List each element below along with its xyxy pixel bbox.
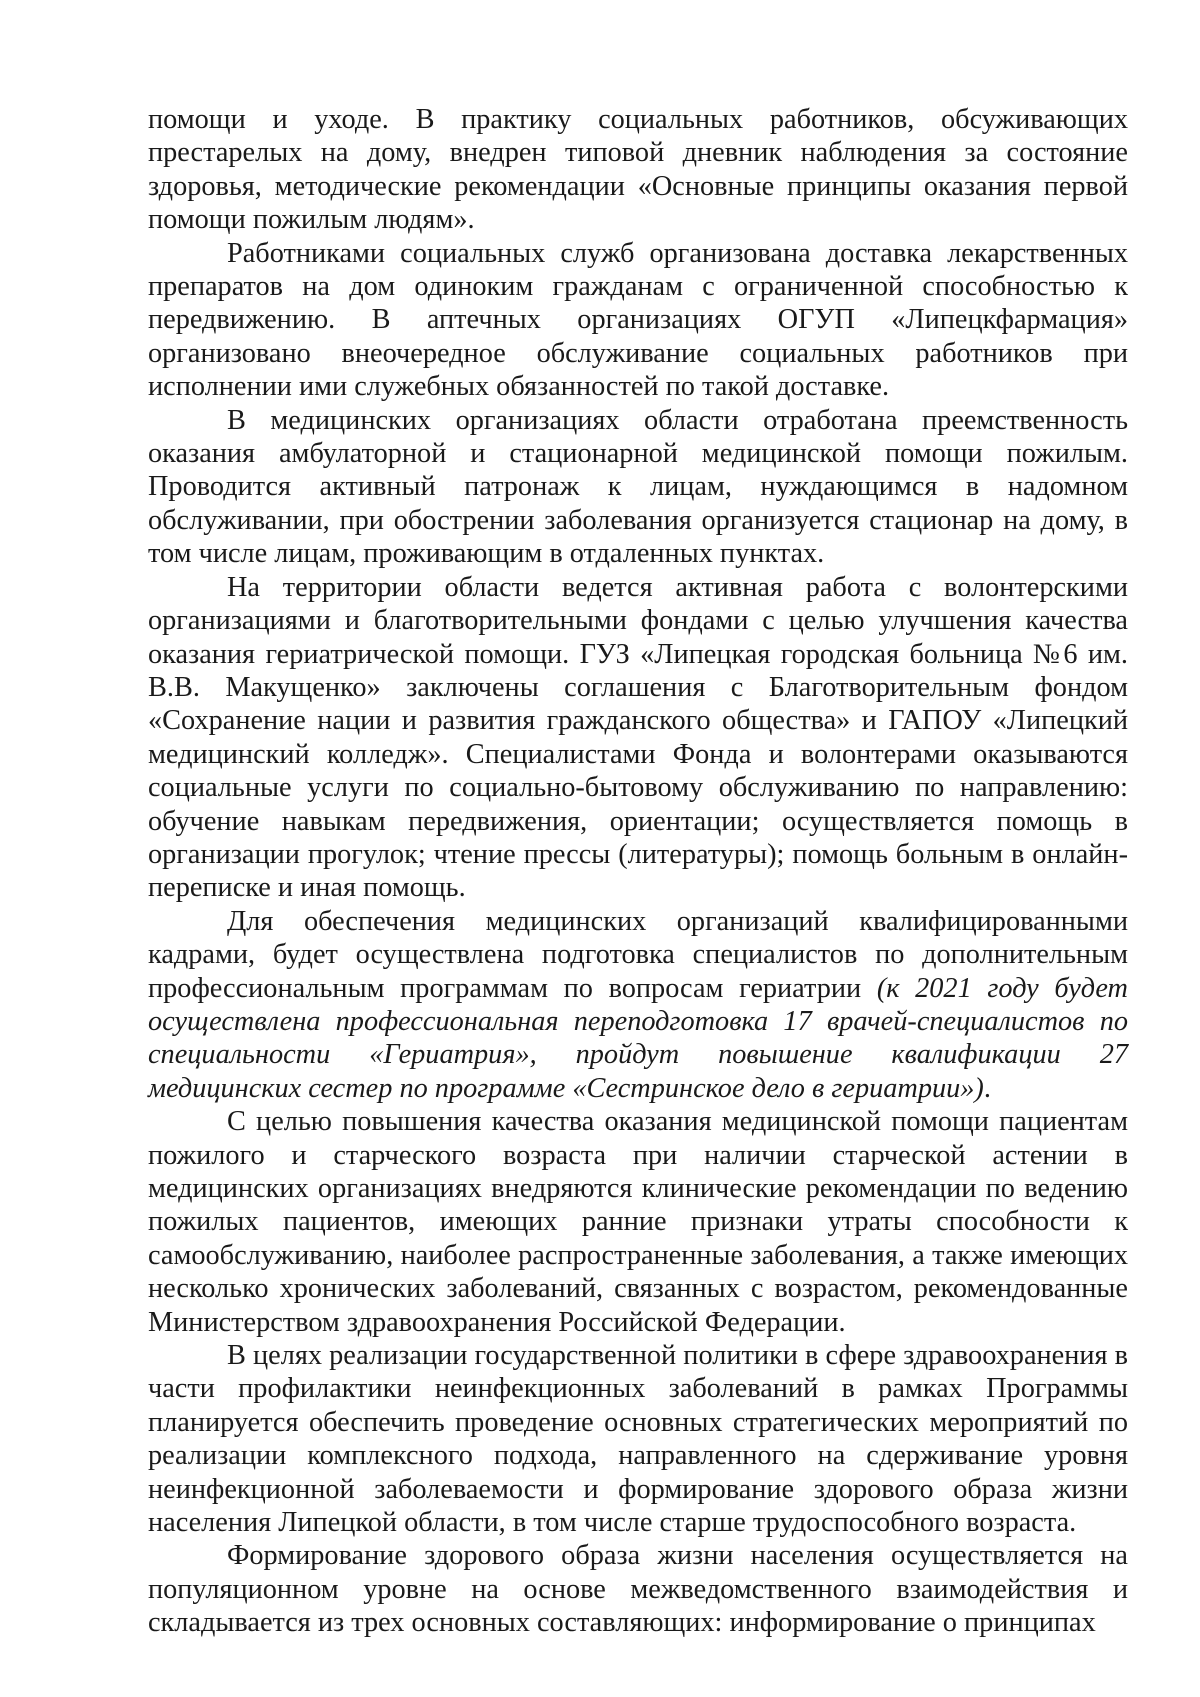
paragraph-continuation: помощи и уходе. В практику социальных работников, обсуживающих престарелых на дому, внедрен типовой дневник наблюдения за состояние здоровья, методические рекомендации «Основные принципы оказания первой помощи пожилым людям». bbox=[148, 104, 1128, 236]
paragraph-medicine-delivery: Работниками социальных служб организована доставка лекарственных препаратов на дом одиноким гражданам с ограниченной способностью к передвижению. В аптечных организациях ОГУП «Липецкфармация» организовано внеочередное обслуживание социальных работников при исполнении ими служебных обязанностей по такой доставке. bbox=[148, 237, 1128, 403]
staff-training-tail: . bbox=[983, 1072, 991, 1104]
document-page bbox=[148, 103, 1128, 1640]
paragraph-healthy-lifestyle: Формирование здорового образа жизни населения осуществляется на популяционном уровне на основе межведомственного взаимодействия и складывается из трех основных составляющих: информирование о принципах bbox=[148, 1540, 1128, 1639]
staff-training-text: Для обеспечения медицинских организаций квалифицированными кадрами, будет осуществлена подготовка специалистов по дополнительным профессиональным программам по вопросам гериатрии bbox=[148, 905, 1128, 1004]
paragraph-staff-training bbox=[148, 905, 1128, 1105]
staff-training-italic-note: (к 2021 году будет осуществлена профессиональная переподготовка 17 врачей-специалистов по специальности «Гериатрия», пройдут повышение квалификации 27 медицинских сестер по программе «Сестринское дело в гериатрии») bbox=[148, 972, 1128, 1104]
paragraph-prevention-policy: В целях реализации государственной политики в сфере здравоохранения в части профилактики неинфекционных заболеваний в рамках Программы планируется обеспечить проведение основных стратегических мероприятий по реализации комплексного подхода, направленного на сдерживание уровня неинфекционной заболеваемости и формирование здорового образа жизни населения Липецкой области, в том числе старше трудоспособного возраста. bbox=[148, 1340, 1128, 1539]
paragraph-clinical-guidelines: С целью повышения качества оказания медицинской помощи пациентам пожилого и старческого возраста при наличии старческой астении в медицинских организациях внедряются клинические рекомендации по ведению пожилых пациентов, имеющих ранние признаки утраты способности к самообслуживанию, наиболее распространенные заболевания, а также имеющих несколько хронических заболеваний, связанных с возрастом, рекомендованные Министерством здравоохранения Российской Федерации. bbox=[148, 1106, 1128, 1338]
paragraph-care-continuity: В медицинских организациях области отработана преемственность оказания амбулаторной и стационарной медицинской помощи пожилым. Проводится активный патронаж к лицам, нуждающимся в надомном обслуживании, при обострении заболевания организуется стационар на дому, в том числе лицам, проживающим в отдаленных пунктах. bbox=[148, 404, 1128, 570]
paragraph-volunteers: На территории области ведется активная работа с волонтерскими организациями и благотворительными фондами с целью улучшения качества оказания гериатрической помощи. ГУЗ «Липецкая городская больница №6 им. В.В. Макущенко» заключены соглашения с Благотворительным фондом «Сохранение нации и развития гражданского общества» и ГАПОУ «Липецкий медицинский колледж». Специалистами Фонда и волонтерами оказываются социальные услуги по социально-бытовому обслуживанию по направлению: обучение навыкам передвижения, ориентации; осуществляется помощь в организации прогулок; чтение прессы (литературы); помощь больным в онлайн-переписке и иная помощь. bbox=[148, 571, 1128, 904]
